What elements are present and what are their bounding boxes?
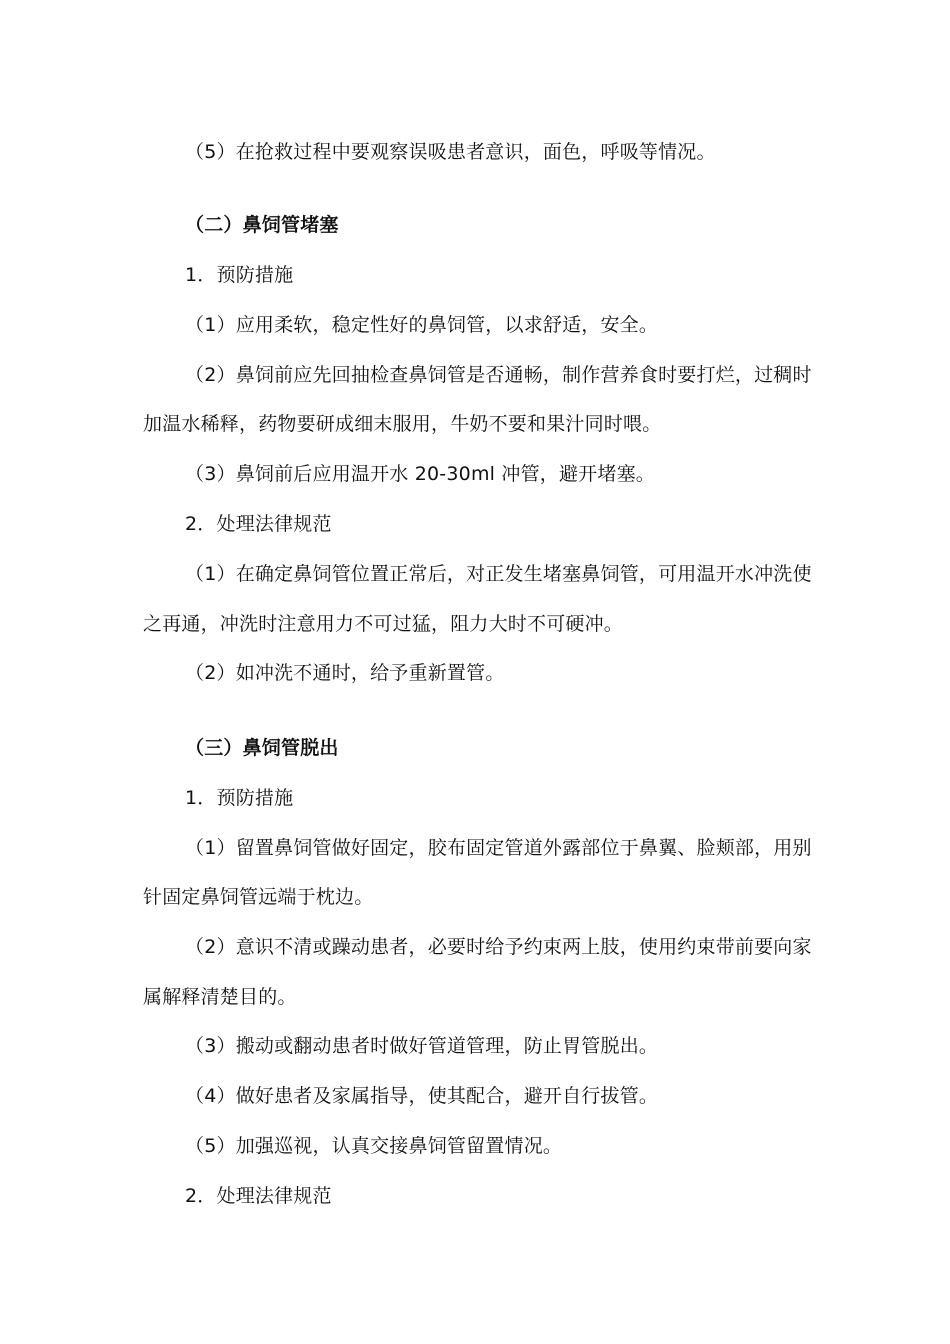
paragraph-line: 加温水稀释，药物要研成细末服用，牛奶不要和果汁同时喂。 — [143, 413, 662, 435]
subsection-heading: 1．预防措施 — [185, 264, 294, 286]
subsection-heading: 1．预防措施 — [185, 787, 294, 809]
paragraph-line: （4）做好患者及家属指导，使其配合，避开自行拔管。 — [185, 1085, 659, 1107]
paragraph-line: （5）在抢救过程中要观察误吸患者意识，面色，呼吸等情况。 — [185, 141, 716, 163]
section-heading: （二）鼻饲管堵塞 — [185, 214, 339, 236]
paragraph-line: （1）在确定鼻饲管位置正常后，对正发生堵塞鼻饲管，可用温开水冲洗使 — [185, 563, 812, 585]
paragraph-line: （2）鼻饲前应先回抽检查鼻饲管是否通畅，制作营养食时要打烂，过稠时 — [185, 364, 812, 386]
subsection-heading: 2．处理法律规范 — [185, 513, 332, 535]
paragraph-line: 之再通，冲洗时注意用力不可过猛，阻力大时不可硬冲。 — [143, 613, 624, 635]
paragraph-line: （2）意识不清或躁动患者，必要时给予约束两上肢，使用约束带前要向家 — [185, 936, 812, 958]
paragraph-line: （1）留置鼻饲管做好固定，胶布固定管道外露部位于鼻翼、脸颊部，用别 — [185, 837, 812, 859]
paragraph-line: （1）应用柔软，稳定性好的鼻饲管，以求舒适，安全。 — [185, 314, 659, 336]
paragraph-line: （2）如冲洗不通时，给予重新置管。 — [185, 662, 505, 684]
paragraph-line: （3）搬动或翻动患者时做好管道管理，防止胃管脱出。 — [185, 1035, 659, 1057]
section-heading: （三）鼻饲管脱出 — [185, 737, 339, 759]
paragraph-line: （3）鼻饲前后应用温开水 20-30ml 冲管，避开堵塞。 — [185, 463, 655, 485]
paragraph-line: 属解释清楚目的。 — [143, 986, 297, 1008]
paragraph-line: （5）加强巡视，认真交接鼻饲管留置情况。 — [185, 1135, 563, 1157]
subsection-heading: 2．处理法律规范 — [185, 1185, 332, 1207]
paragraph-line: 针固定鼻饲管远端于枕边。 — [143, 886, 374, 908]
